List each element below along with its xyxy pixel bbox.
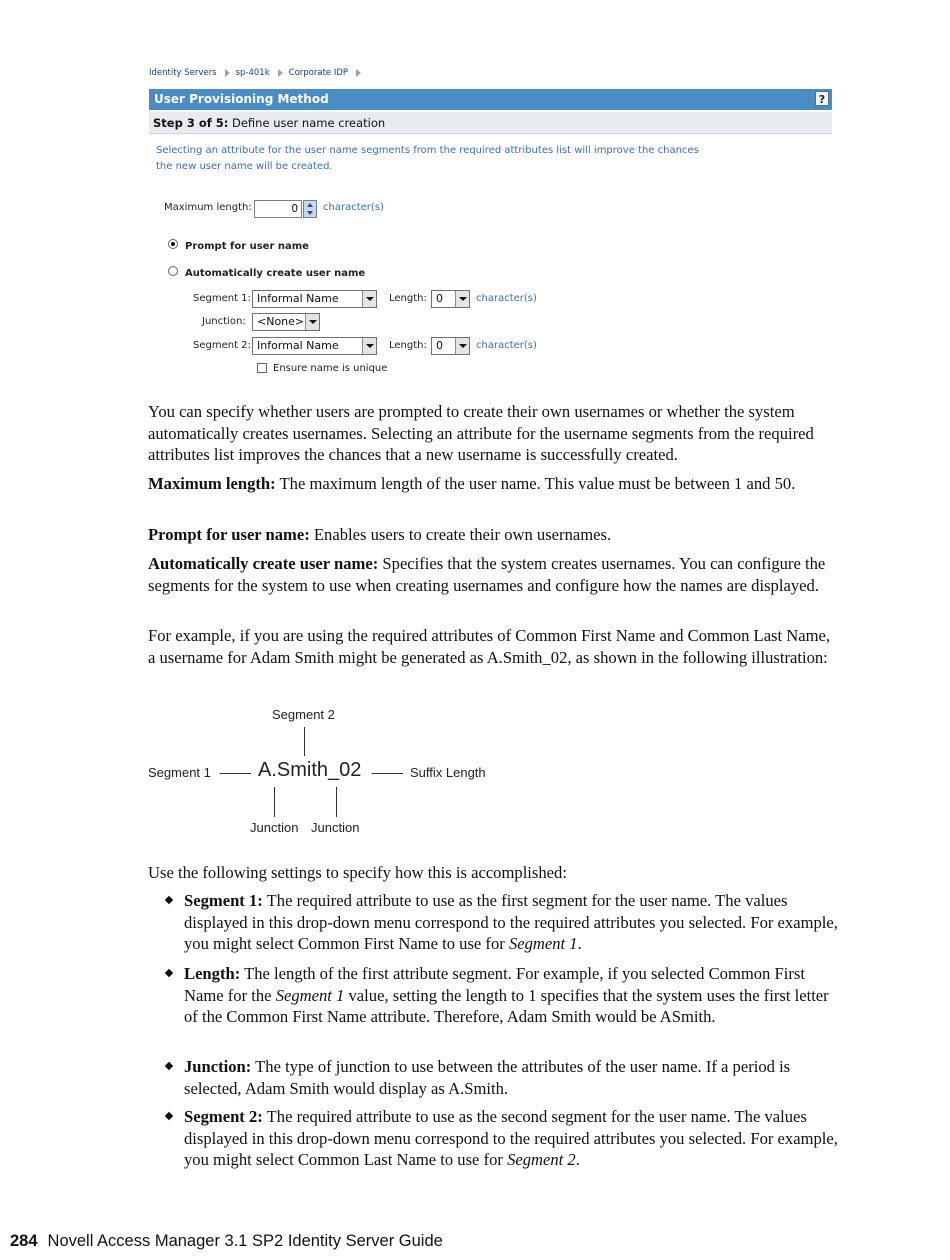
ensure-unique-checkbox[interactable] bbox=[257, 363, 267, 373]
page-footer bbox=[10, 1232, 443, 1251]
auto-create-radio[interactable] bbox=[168, 266, 178, 276]
diagram-suffix-label: Suffix Length bbox=[410, 765, 486, 780]
breadcrumb-separator-icon bbox=[356, 69, 361, 77]
term-length: Length: bbox=[184, 964, 241, 983]
segment2-select[interactable] bbox=[252, 337, 377, 355]
length1-value: 0 bbox=[436, 292, 443, 305]
bullet-icon bbox=[165, 1112, 173, 1120]
chevron-down-icon[interactable] bbox=[305, 314, 319, 330]
prompt-radio[interactable] bbox=[168, 239, 178, 249]
chevron-down-icon[interactable] bbox=[455, 291, 469, 307]
desc-segment2: The required attribute to use as the second segment for the user name. The values displayed in this drop-down menu correspond to the required attributes you selected. For example, you might select Common Last Name to use for bbox=[184, 1107, 838, 1170]
diagram-junction-label: Junction bbox=[311, 820, 360, 835]
desc-junction: The type of junction to use between the attributes of the user name. If a period is selected, Adam Smith would display as A.Smith. bbox=[184, 1057, 791, 1098]
diagram-connector bbox=[274, 787, 275, 817]
max-length-input[interactable]: 0 bbox=[254, 200, 302, 218]
length2-units: character(s) bbox=[476, 340, 537, 351]
paragraph-example: For example, if you are using the required attributes of Common First Name and Common Last Name, a username for Adam Smith might be generated as A.Smith_02, as shown in the following illustration: bbox=[148, 626, 831, 667]
breadcrumb bbox=[149, 68, 367, 78]
end-segment2: . bbox=[575, 1150, 580, 1170]
page-number: 284 bbox=[10, 1232, 38, 1250]
term-prompt: Prompt for user name: bbox=[148, 525, 310, 544]
junction-select[interactable] bbox=[252, 313, 320, 331]
bullet-icon bbox=[165, 969, 173, 977]
step-description: Define user name creation bbox=[228, 116, 386, 130]
junction-label: Junction: bbox=[202, 316, 246, 327]
max-length-label: Maximum length: bbox=[164, 202, 252, 213]
paragraph-auto bbox=[148, 553, 838, 596]
desc-max-length: The maximum length of the user name. This value must be between 1 and 50. bbox=[275, 474, 796, 493]
breadcrumb-corporate-idp[interactable]: Corporate IDP bbox=[288, 68, 349, 78]
end-length: value, setting the length to 1 specifies that the system uses the first letter of the Common First Name attribute. Therefore, Adam Smith would be ASmith. bbox=[184, 985, 829, 1027]
length1-select[interactable] bbox=[431, 290, 470, 308]
italic-segment1: Segment 1 bbox=[508, 934, 578, 954]
segment2-value: Informal Name bbox=[257, 339, 339, 352]
length2-select[interactable] bbox=[431, 337, 470, 355]
segment2-label: Segment 2: bbox=[193, 340, 251, 351]
length1-units: character(s) bbox=[476, 293, 537, 304]
term-auto: Automatically create user name: bbox=[148, 554, 379, 573]
intro-line-2: the new user name will be created. bbox=[156, 161, 333, 172]
auto-create-label: Automatically create user name bbox=[185, 268, 366, 279]
bullet-length bbox=[184, 963, 844, 1028]
panel-title: User Provisioning Method bbox=[154, 92, 329, 106]
segment1-label: Segment 1: bbox=[193, 293, 251, 304]
breadcrumb-separator-icon bbox=[278, 69, 283, 77]
breadcrumb-identity-servers[interactable]: Identity Servers bbox=[149, 68, 217, 78]
max-length-units: character(s) bbox=[323, 202, 384, 213]
prompt-label: Prompt for user name bbox=[185, 241, 309, 252]
chevron-down-icon[interactable] bbox=[362, 291, 376, 307]
bullet-icon bbox=[165, 1062, 173, 1070]
end-segment1: . bbox=[577, 934, 582, 954]
panel-title-bar bbox=[149, 89, 832, 110]
panel-intro bbox=[156, 143, 776, 175]
length2-value: 0 bbox=[436, 339, 443, 352]
segment1-select[interactable] bbox=[252, 290, 377, 308]
diagram-connector bbox=[336, 787, 337, 817]
bullet-junction bbox=[184, 1056, 844, 1099]
step-indicator bbox=[149, 112, 832, 134]
ensure-unique-label: Ensure name is unique bbox=[273, 363, 388, 374]
diagram-example-username: A.Smith_02 bbox=[258, 759, 362, 781]
breadcrumb-sp-401k[interactable]: sp-401k bbox=[235, 68, 270, 78]
desc-segment1: The required attribute to use as the first segment for the user name. The values displayed in this drop-down menu correspond to the required attributes you selected. For example, you might select Common First Name to use for bbox=[184, 891, 838, 954]
document-title: Novell Access Manager 3.1 SP2 Identity Server Guide bbox=[47, 1232, 443, 1250]
diagram-segment1-label: Segment 1 bbox=[148, 765, 211, 780]
bullet-segment1 bbox=[184, 890, 844, 955]
italic-segment2: Segment 2 bbox=[507, 1150, 576, 1170]
spinner-up-icon[interactable] bbox=[307, 203, 313, 207]
paragraph-intro: You can specify whether users are prompted to create their own usernames or whether the system automatically creates usernames. Selecting an attribute for the username segments from the required attributes list improves the chances that a new username is successfully created. bbox=[148, 402, 814, 465]
length1-label: Length: bbox=[389, 293, 427, 304]
italic-length: Segment 1 bbox=[275, 985, 345, 1005]
diagram-connector bbox=[220, 773, 251, 774]
step-number: Step 3 of 5: bbox=[153, 116, 229, 130]
max-length-spinner[interactable] bbox=[303, 200, 317, 218]
desc-prompt: Enables users to create their own usernames. bbox=[309, 525, 612, 544]
junction-value: <None> bbox=[257, 315, 305, 328]
diagram-segment2-label: Segment 2 bbox=[272, 707, 335, 722]
help-icon[interactable]: ? bbox=[815, 91, 829, 106]
diagram-connector bbox=[372, 773, 403, 774]
spinner-down-icon[interactable] bbox=[307, 211, 313, 215]
diagram-connector bbox=[304, 727, 305, 756]
bullet-segment2 bbox=[184, 1106, 844, 1171]
paragraph-settings: Use the following settings to specify how this is accomplished: bbox=[148, 863, 567, 882]
diagram-junction-label: Junction bbox=[250, 820, 299, 835]
length2-label: Length: bbox=[389, 340, 427, 351]
desc-length: The length of the first attribute segment. For example, if you selected Common First Name for the bbox=[184, 964, 805, 1005]
term-junction: Junction: bbox=[184, 1057, 252, 1076]
breadcrumb-separator-icon bbox=[225, 69, 230, 77]
chevron-down-icon[interactable] bbox=[455, 338, 469, 354]
intro-line-1: Selecting an attribute for the user name segments from the required attributes list will improve the chances bbox=[156, 145, 699, 156]
term-segment2: Segment 2: bbox=[184, 1107, 263, 1126]
desc-auto: Specifies that the system creates usernames. You can configure the segments for the system to use when creating usernames and configure how the names are displayed. bbox=[148, 554, 826, 595]
term-segment1: Segment 1: bbox=[184, 891, 263, 910]
chevron-down-icon[interactable] bbox=[362, 338, 376, 354]
segment1-value: Informal Name bbox=[257, 292, 339, 305]
term-max-length: Maximum length: bbox=[148, 474, 276, 493]
bullet-icon bbox=[165, 896, 173, 904]
paragraph-prompt bbox=[148, 524, 838, 546]
paragraph-max-length bbox=[148, 473, 838, 495]
